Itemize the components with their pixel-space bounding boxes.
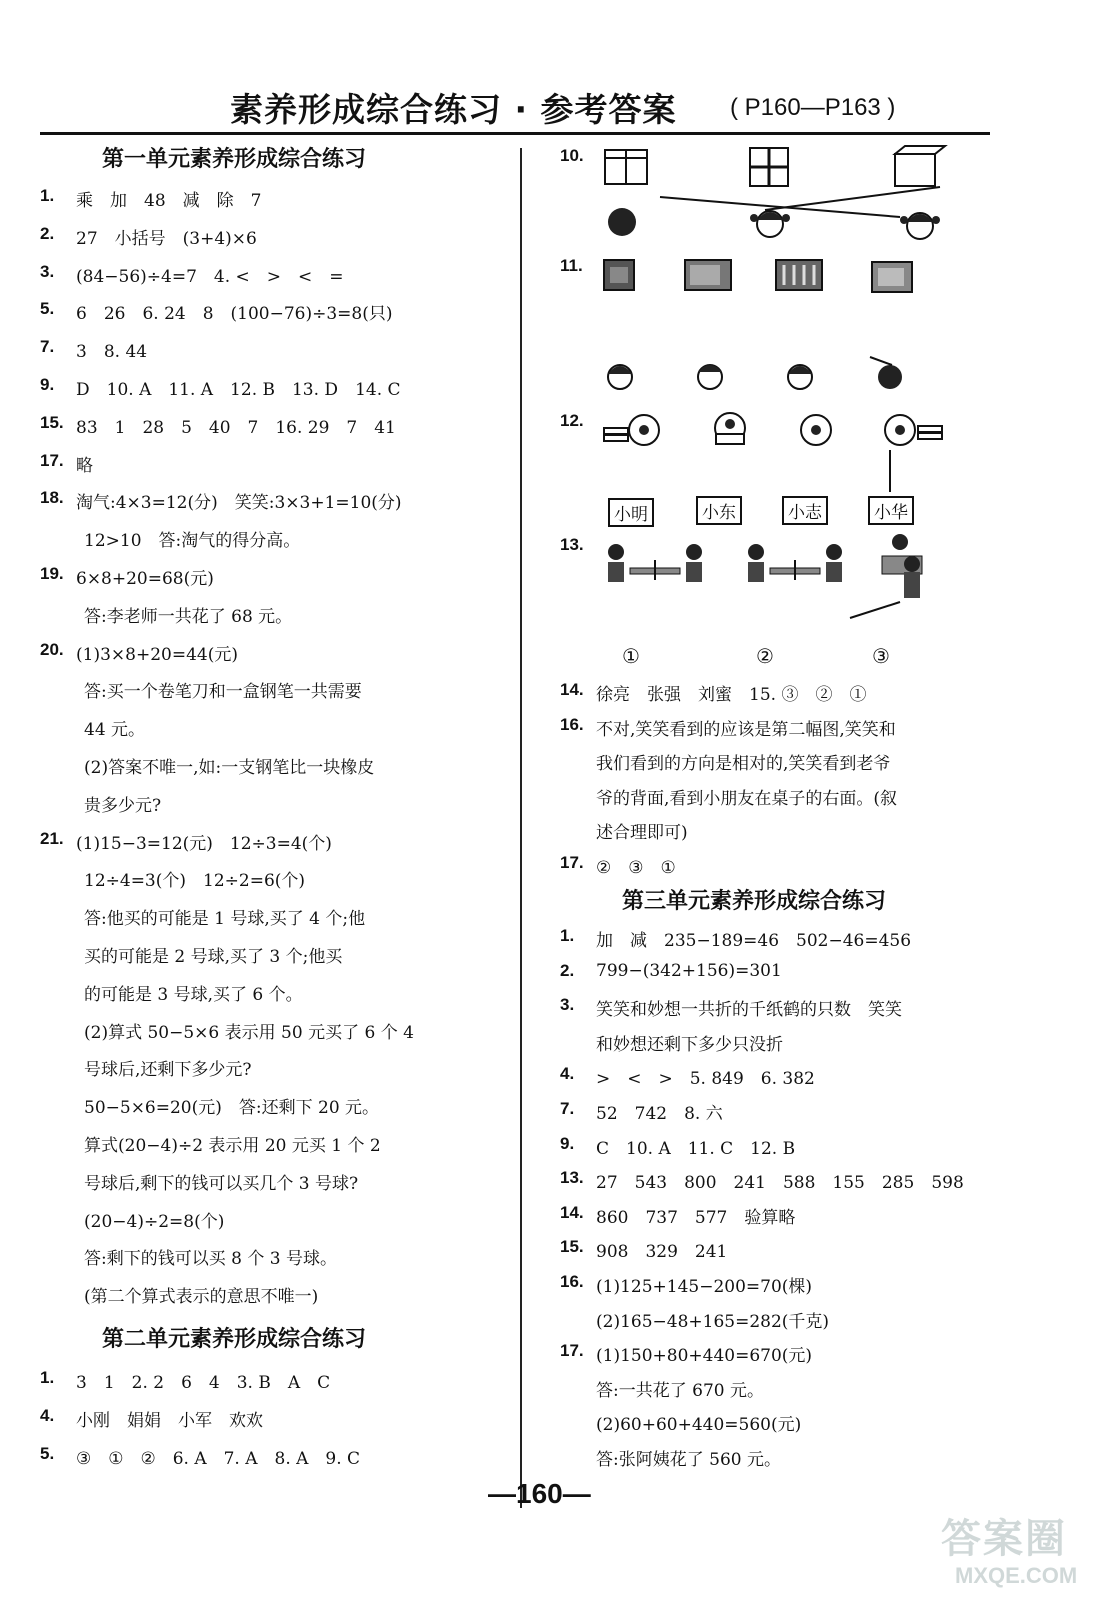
answer-line: (1)150+80+440=670(元) bbox=[596, 1346, 813, 1367]
gift-box-icon bbox=[605, 150, 647, 184]
answer-line: 答:张阿姨花了 560 元。 bbox=[596, 1450, 781, 1470]
item-number: 3. bbox=[560, 995, 575, 1015]
name-box-xiaozhi: 小志 bbox=[782, 496, 828, 525]
item-number: 2. bbox=[40, 223, 55, 243]
watermark-logo bbox=[935, 1505, 1085, 1595]
item-number: 9. bbox=[40, 375, 55, 394]
answer-line: > < > 5. 849 6. 382 bbox=[596, 1069, 815, 1090]
ball-left-of-books-icon bbox=[885, 415, 942, 445]
item-number: 17. bbox=[560, 852, 584, 872]
item-number: 21. bbox=[40, 828, 64, 848]
answer-line: 徐亮 张强 刘蜜 15. ③ ② ① bbox=[596, 685, 867, 705]
item-number: 13. bbox=[560, 1168, 584, 1188]
answer-line: 和妙想还剩下多少只没折 bbox=[596, 1034, 783, 1055]
unit1-title: 第一单元素养形成综合练习 bbox=[102, 147, 367, 172]
item-number: 1. bbox=[40, 186, 55, 205]
answer-line: 爷的背面,看到小朋友在桌子的右面。(叙 bbox=[596, 788, 898, 809]
match-line bbox=[660, 197, 900, 217]
page-range: ( P160—P163 ) bbox=[730, 94, 896, 121]
microwave-front-icon bbox=[685, 260, 731, 290]
answer-line: 买的可能是 2 号球,买了 3 个;他买 bbox=[84, 947, 343, 967]
name-box-xiaohua: 小华 bbox=[868, 496, 914, 525]
page-header bbox=[40, 80, 990, 135]
answer-line: 淘气:4×3=12(分) 笑笑:3×3+1=10(分) bbox=[76, 493, 402, 514]
ball-front-icon bbox=[801, 415, 831, 445]
q10-number: 10. bbox=[560, 146, 584, 165]
item-number: 16. bbox=[560, 1272, 584, 1291]
answer-line: 27 543 800 241 588 155 285 598 bbox=[596, 1173, 964, 1194]
unit2-title: 第二单元素养形成综合练习 bbox=[102, 1327, 367, 1352]
answer-line: 27 小括号 (3+4)×6 bbox=[76, 228, 257, 249]
ball-behind-books-icon bbox=[715, 413, 745, 444]
answer-line: (第二个算式表示的意思不唯一) bbox=[84, 1287, 319, 1308]
answer-line: 908 329 241 bbox=[596, 1242, 728, 1263]
box-side-icon bbox=[895, 146, 945, 186]
girl-face-icon-2 bbox=[788, 365, 812, 389]
q11-number: 11. bbox=[560, 256, 583, 275]
answer-line: 算式(20−4)÷2 表示用 20 元买 1 个 2 bbox=[84, 1136, 381, 1156]
item-number: 14. bbox=[560, 680, 584, 699]
item-number: 20. bbox=[40, 639, 64, 659]
answer-line: ② ③ ① bbox=[596, 857, 676, 878]
answer-line: (20−4)÷2=8(个) bbox=[84, 1211, 225, 1232]
item-number: 5. bbox=[40, 299, 55, 319]
item-number: 5. bbox=[40, 1444, 55, 1463]
answer-line: (84−56)÷4=7 4. < > < = bbox=[76, 266, 344, 287]
answer-line: (2)答案不唯一,如:一支钢笔比一块橡皮 bbox=[84, 758, 375, 778]
boy-face-icon bbox=[698, 365, 722, 389]
item-number: 4. bbox=[560, 1064, 575, 1084]
answer-line: (2)165−48+165=282(千克) bbox=[596, 1311, 830, 1332]
answer-line: 6 26 6. 24 8 (100−76)÷3=8(只) bbox=[76, 304, 393, 325]
answer-line: (2)算式 50−5×6 表示用 50 元买了 6 个 4 bbox=[84, 1022, 414, 1043]
item-number: 15. bbox=[560, 1237, 584, 1257]
item-number: 2. bbox=[560, 960, 575, 980]
q10-figure bbox=[600, 142, 990, 252]
page-number: —160— bbox=[488, 1478, 591, 1509]
ping-pong-scene-icon-3 bbox=[882, 534, 922, 598]
item-number: 1. bbox=[40, 1368, 55, 1387]
q13-label-1: ① bbox=[622, 644, 640, 668]
child-back-icon bbox=[878, 365, 902, 389]
answer-line: 答:买一个卷笔刀和一盒钢笔一共需要 bbox=[84, 682, 362, 703]
q13-number: 13. bbox=[560, 535, 584, 554]
answer-line: 述合理即可) bbox=[596, 823, 688, 843]
answer-line: 答:他买的可能是 1 号球,买了 4 个;他 bbox=[84, 909, 366, 930]
answer-line: C 10. A 11. C 12. B bbox=[596, 1138, 796, 1159]
answer-line: 50−5×6=20(元) 答:还剩下 20 元。 bbox=[84, 1098, 380, 1119]
girl-face-icon bbox=[608, 365, 632, 389]
q13-label-2: ② bbox=[756, 644, 774, 668]
answer-line: 答:剩下的钱可以买 8 个 3 号球。 bbox=[84, 1249, 337, 1270]
match-line bbox=[850, 602, 900, 618]
item-number: 1. bbox=[560, 926, 575, 945]
item-number: 19. bbox=[40, 564, 64, 583]
answer-line: 号球后,还剩下多少元? bbox=[84, 1060, 252, 1081]
item-number: 14. bbox=[560, 1202, 584, 1222]
gift-box-top-icon bbox=[750, 148, 788, 186]
answer-line: (1)3×8+20=44(元) bbox=[76, 644, 238, 665]
ping-pong-scene-icon-2 bbox=[748, 544, 842, 582]
answer-line: D 10. A 11. A 12. B 13. D 14. C bbox=[76, 380, 401, 400]
q13-label-3: ③ bbox=[872, 644, 890, 668]
q12-number: 12. bbox=[560, 411, 584, 430]
answer-line: 不对,笑笑看到的应该是第二幅图,笑笑和 bbox=[596, 719, 896, 740]
item-number: 3. bbox=[40, 261, 55, 281]
answer-line: 52 742 8. 六 bbox=[596, 1104, 723, 1124]
match-line bbox=[870, 357, 892, 365]
item-number: 7. bbox=[560, 1099, 575, 1118]
answer-line: 83 1 28 5 40 7 16. 29 7 41 bbox=[76, 417, 396, 438]
answer-line: 的可能是 3 号球,买了 6 个。 bbox=[84, 984, 303, 1005]
item-number: 18. bbox=[40, 488, 64, 508]
answer-line: 44 元。 bbox=[84, 720, 146, 741]
answer-line: 3 1 2. 2 6 4 3. B A C bbox=[76, 1373, 331, 1393]
answer-line: 笑笑和妙想一共折的千纸鹤的只数 笑笑 bbox=[596, 1000, 902, 1021]
name-box-xiaoming: 小明 bbox=[608, 498, 654, 527]
item-number: 17. bbox=[40, 450, 64, 470]
microwave-side-icon bbox=[604, 260, 634, 290]
child-back-icon bbox=[608, 208, 636, 236]
item-number: 15. bbox=[40, 412, 64, 432]
item-number: 4. bbox=[40, 1406, 55, 1425]
answer-line: (2)60+60+440=560(元) bbox=[596, 1415, 802, 1436]
answer-line: 号球后,剩下的钱可以买几个 3 号球? bbox=[84, 1173, 359, 1194]
answer-line: 答:李老师一共花了 68 元。 bbox=[84, 606, 293, 627]
girl-face-icon-2 bbox=[900, 213, 940, 239]
answer-line: 答:一共花了 670 元。 bbox=[596, 1380, 764, 1401]
ball-and-books-icon bbox=[604, 415, 659, 445]
watermark-word: 答案圈 bbox=[941, 1516, 1067, 1562]
answer-line: 12÷4=3(个) 12÷2=6(个) bbox=[84, 871, 306, 892]
answer-line: 贵多少元? bbox=[84, 795, 162, 816]
answer-line: 6×8+20=68(元) bbox=[76, 569, 214, 589]
microwave-angle-icon bbox=[872, 262, 912, 292]
page-title: 素养形成综合练习 · 参考答案 bbox=[230, 90, 677, 129]
item-number: 9. bbox=[560, 1133, 575, 1153]
answer-line: 3 8. 44 bbox=[76, 342, 148, 363]
q13-figure bbox=[600, 530, 990, 630]
item-number: 7. bbox=[40, 337, 55, 357]
unit3-title: 第三单元素养形成综合练习 bbox=[622, 889, 887, 914]
answer-line: 12>10 答:淘气的得分高。 bbox=[84, 531, 301, 552]
answer-line: 860 737 577 验算略 bbox=[596, 1207, 796, 1228]
answer-line: ③ ① ② 6. A 7. A 8. A 9. C bbox=[76, 1449, 361, 1469]
q11-figure bbox=[600, 252, 990, 402]
name-box-xiaodong: 小东 bbox=[696, 496, 742, 525]
answer-line: 我们看到的方向是相对的,笑笑看到老爷 bbox=[596, 754, 891, 774]
answer-line: 799−(342+156)=301 bbox=[596, 960, 782, 981]
microwave-back-icon bbox=[776, 260, 822, 290]
watermark-url: MXQE.COM bbox=[955, 1563, 1078, 1588]
answer-line: (1)125+145−200=70(棵) bbox=[596, 1277, 813, 1297]
column-divider bbox=[520, 148, 522, 1508]
answer-line: 乘 加 48 减 除 7 bbox=[76, 191, 262, 211]
ping-pong-scene-icon bbox=[608, 544, 702, 582]
answer-line: 略 bbox=[76, 455, 93, 476]
answer-line: (1)15−3=12(元) 12÷3=4(个) bbox=[76, 833, 332, 854]
girl-face-icon bbox=[750, 211, 790, 237]
answer-line: 加 减 235−189=46 502−46=456 bbox=[596, 931, 912, 951]
match-line bbox=[765, 187, 940, 210]
answer-line: 小刚 娟娟 小军 欢欢 bbox=[76, 1411, 263, 1431]
item-number: 17. bbox=[560, 1341, 584, 1361]
item-number: 16. bbox=[560, 714, 584, 734]
